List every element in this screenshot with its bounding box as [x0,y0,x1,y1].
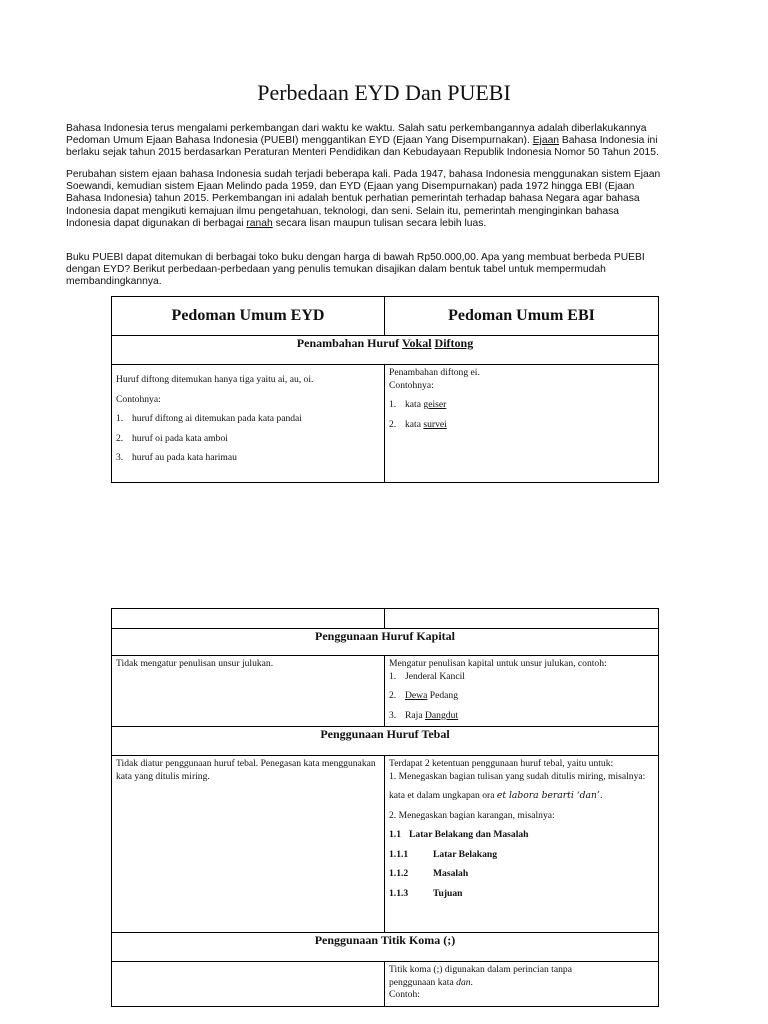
text-line: Bahasa Indonesia) tahun 2015. Perkembangan ini adalah bentuk perhatian pemerintah terhadap bahasa Negara agar bahasa [66,193,640,205]
section-row-titik-koma [112,933,659,962]
section-title [112,336,659,365]
cell-text: Huruf diftong ditemukan hanya tiga yaitu ai, au, oi. [116,374,314,385]
section-row-tebal [112,727,659,756]
text-line: secara lisan maupun tulisan secara lebih luas. [275,217,487,229]
cell-text: kata et dalam ungkapan ora et labora berarti ‘dan’. [389,790,603,801]
cell-text: Contoh: [389,989,420,1000]
table-header-row [112,297,659,336]
empty-cell [385,609,659,629]
list-item: 1. kata geiser [389,399,447,410]
cell-text: Mengatur penulisan kapital untuk unsur julukan, contoh: [389,658,607,669]
text-line: membandingkannya. [66,276,162,288]
text-line: dengan EYD? Berikut perbedaan-perbedaan yang penulis temukan disajikan dalam bentuk tabel untuk mempermudah [66,264,606,276]
section-title-word: Vokal [401,336,432,350]
cell-text: Contohnya: [389,379,434,391]
ejaan-link[interactable]: Ejaan [532,135,560,147]
list-item: 3. huruf au pada kata harimau [116,452,237,463]
section-title: Penggunaan Titik Koma (;) [112,933,659,962]
text-line: Perubahan sistem ejaan bahasa Indonesia sudah terjadi beberapa kali. Pada 1947, bahasa Indonesia menggunakan sistem Ejaan [66,169,661,180]
cell-text: Contohnya: [116,393,161,405]
section-title: Penggunaan Huruf Tebal [112,727,659,756]
table-empty-row [112,609,659,629]
section-title: Penggunaan Huruf Kapital [112,629,659,656]
intro-paragraph-1 [66,123,706,160]
cell-text: Terdapat 2 ketentuan penggunaan huruf tebal, yaitu untuk: [389,758,614,769]
cell-text: Penambahan diftong ei. [389,367,480,378]
section-row-kapital [112,629,659,656]
section-title-text: Penambahan Huruf [296,336,400,350]
list-item: 1. Jenderal Kancil [389,670,465,682]
column-header-eyd: Pedoman Umum EYD [112,297,385,336]
table-row [112,656,659,727]
script-example: et labora berarti ‘dan’. [496,790,603,801]
table-row [112,962,659,1007]
section-title-word: Diftong [434,336,474,350]
text-line: Indonesia dapat digunakan di berbagai [66,217,244,229]
list-item: 3. Raja Dangdut [389,709,459,721]
ebi-cell [385,365,659,483]
list-item: 2. huruf oi pada kata amboi [116,432,228,444]
heading-example: 1.1.3 Tujuan [389,887,463,899]
cell-text: 2. Menegaskan bagian karangan, misalnya: [389,809,555,821]
text-line: Bahasa Indonesia terus mengalami perkembangan dari waktu ke waktu. Salah satu perkembangannya adalah diberlakukannya [66,123,647,134]
list-item: 2. Dewa Pedang [389,690,459,701]
intro-paragraph-3 [66,252,706,289]
ranah-link[interactable]: ranah [246,217,273,229]
page-title: Perbedaan EYD Dan PUEBI [257,80,511,105]
column-header-ebi: Pedoman Umum EBI [385,297,659,336]
cell-text: 1. Menegaskan bagian tulisan yang sudah ditulis miring, misalnya: [389,770,646,782]
empty-cell [112,609,385,629]
example-list [389,671,654,723]
example-list [116,413,380,465]
heading-example: 1.1.1 Latar Belakang [389,848,498,860]
ebi-cell [385,756,659,933]
list-item: 2. kata survei [389,418,447,430]
eyd-cell: Tidak diatur penggunaan huruf tebal. Penegasan kata menggunakan kata yang ditulis miring. [112,756,385,933]
comparison-table-1 [111,296,659,483]
text-line: Buku PUEBI dapat ditemukan di berbagai toko buku dengan harga di bawah Rp50.000,00. Apa yang membuat berbeda PUEBI [66,252,645,263]
cell-text: penggunaan kata dan. [389,976,473,988]
eyd-cell: Tidak mengatur penulisan unsur julukan. [112,656,385,727]
ebi-cell [385,656,659,727]
text-line: Pedoman Umum Ejaan Bahasa Indonesia (PUEBI) menggantikan EYD (Ejaan Yang Disempurnakan). [66,135,530,147]
intro-paragraph-2 [66,169,706,230]
table-row [112,365,659,483]
list-item: 1. huruf diftong ai ditemukan pada kata pandai [116,413,302,424]
eyd-cell [112,962,385,1007]
table-row [112,756,659,933]
text-line: Soewandi, kemudian sistem Ejaan Melindo pada 1959, dan EYD (Ejaan yang Disempurnakan) pada 1972 hingga EBI (Ejaan [66,181,635,193]
example-list [389,399,654,431]
eyd-cell [112,365,385,483]
cell-text: Titik koma (;) digunakan dalam perincian tanpa [389,964,572,975]
text-line: Indonesia dapat mengikuti kemajuan ilmu pengetahuan, teknologi, dan seni. Selain itu, pemerintah menginginkan bahasa [66,205,619,217]
text-line: Bahasa Indonesia ini [561,135,658,147]
ebi-cell [385,962,659,1007]
text-line: berlaku sejak tahun 2015 berdasarkan Peraturan Menteri Pendidikan dan Kebudayaan Republik Indonesia Nomor 50 Tahun 2015. [66,147,659,159]
heading-example: 1.1 Latar Belakang dan Masalah [389,829,529,840]
heading-example: 1.1.2 Masalah [389,868,469,879]
comparison-table-2 [111,608,659,1007]
section-row-diftong [112,336,659,365]
